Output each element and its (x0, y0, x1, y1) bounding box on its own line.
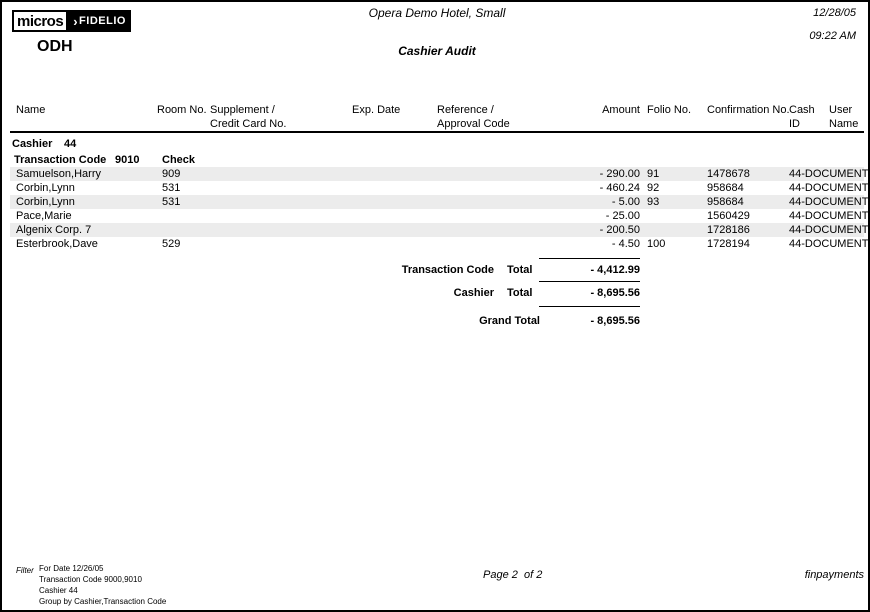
run-date: 12/28/05 (813, 7, 856, 19)
guest-name: Samuelson,Harry (16, 168, 101, 180)
col-header-supplement-line2: Credit Card No. (210, 118, 287, 130)
room-no: 531 (162, 182, 181, 194)
folio-no: 100 (647, 238, 666, 250)
totals-rule-top (539, 258, 640, 259)
cashier-group-number: 44 (64, 138, 77, 150)
filter-line-for-date: For Date 12/26/05 (39, 564, 104, 573)
cashid-username: 44-DOCUMENT (789, 182, 869, 194)
folio-no: 93 (647, 196, 660, 208)
table-row (10, 167, 869, 181)
run-time: 09:22 AM (809, 30, 856, 42)
header-divider (10, 131, 864, 133)
table-row (10, 209, 869, 223)
grand-total-label: Grand Total (479, 315, 540, 327)
col-header-user-name-line1: User (829, 104, 853, 116)
col-header-reference-line1: Reference / (437, 104, 494, 116)
col-header-supplement-line1: Supplement / (210, 104, 275, 116)
amount: - 4.50 (611, 238, 640, 250)
micros-logo-text: micros (12, 10, 68, 32)
col-header-cash-id-line2: ID (789, 118, 800, 130)
transactions-table (10, 167, 869, 251)
filter-label: Filter (16, 566, 34, 575)
filter-details (39, 563, 166, 607)
cashid-username: 44-DOCUMENT (789, 238, 869, 250)
cashier-total-amount: - 8,695.56 (590, 287, 640, 299)
table-row (10, 223, 869, 237)
folio-no: 91 (647, 168, 660, 180)
room-no: 909 (162, 168, 181, 180)
transaction-total-amount: - 4,412.99 (590, 264, 640, 276)
transaction-total-word: Total (507, 264, 533, 276)
filter-line-cashier: Cashier 44 (39, 586, 78, 595)
room-no: 529 (162, 238, 181, 250)
property-code: ODH (37, 38, 73, 55)
guest-name: Esterbrook,Dave (16, 238, 98, 250)
fidelio-logo-text: FIDELIO (79, 15, 126, 27)
transaction-code-value: 9010 (115, 154, 140, 166)
amount: - 290.00 (599, 168, 640, 180)
guest-name: Algenix Corp. 7 (16, 224, 92, 236)
col-header-name: Name (16, 104, 46, 116)
table-row (10, 237, 869, 251)
guest-name: Pace,Marie (16, 210, 72, 222)
report-title: Cashier Audit (398, 44, 476, 58)
confirmation-no: 1728194 (707, 238, 750, 250)
logo-arrow-icon: › (73, 13, 79, 29)
payment-type-label: Check (162, 154, 196, 166)
confirmation-no: 1478678 (707, 168, 750, 180)
cashier-group-label: Cashier (12, 138, 53, 150)
confirmation-no: 1560429 (707, 210, 750, 222)
filter-line-transaction-code: Transaction Code 9000,9010 (39, 575, 142, 584)
col-header-cash-id (789, 103, 815, 131)
col-header-reference-line2: Approval Code (437, 118, 510, 130)
col-header-cash-id-line1: Cash (789, 104, 815, 116)
col-header-user-name (829, 103, 858, 131)
col-header-reference (437, 103, 510, 131)
guest-name: Corbin,Lynn (16, 182, 75, 194)
report-file-name: finpayments (804, 569, 864, 581)
cashid-username: 44-DOCUMENT (789, 210, 869, 222)
transaction-total-row-label: Transaction Code (401, 264, 494, 276)
confirmation-no: 958684 (707, 182, 744, 194)
totals-rule-middle (539, 281, 640, 282)
table-row (10, 181, 869, 195)
col-header-exp-date: Exp. Date (352, 104, 401, 116)
amount: - 5.00 (611, 196, 640, 208)
cashier-total-word: Total (507, 287, 533, 299)
col-header-user-name-line2: Name (829, 118, 859, 130)
amount: - 200.50 (599, 224, 640, 236)
cashid-username: 44-DOCUMENT (789, 168, 869, 180)
col-header-folio-no: Folio No. (647, 104, 692, 116)
guest-name: Corbin,Lynn (16, 196, 75, 208)
cashid-username: 44-DOCUMENT (789, 224, 869, 236)
cashier-total-row-label: Cashier (453, 287, 494, 299)
filter-line-group-by: Group by Cashier,Transaction Code (39, 597, 167, 606)
hotel-name: Opera Demo Hotel, Small (368, 6, 506, 20)
amount: - 460.24 (599, 182, 640, 194)
confirmation-no: 1728186 (707, 224, 750, 236)
col-header-amount: Amount (602, 104, 640, 116)
transaction-code-group-label: Transaction Code (14, 154, 107, 166)
page-number: Page 2 of 2 (483, 569, 543, 581)
col-header-room-no: Room No. (157, 104, 207, 116)
room-no: 531 (162, 196, 181, 208)
totals-rule-bottom (539, 306, 640, 307)
amount: - 25.00 (605, 210, 640, 222)
cashid-username: 44-DOCUMENT (789, 196, 869, 208)
grand-total-amount: - 8,695.56 (590, 315, 640, 327)
table-row (10, 195, 869, 209)
col-header-confirmation-no: Confirmation No. (707, 104, 790, 116)
folio-no: 92 (647, 182, 660, 194)
confirmation-no: 958684 (707, 196, 744, 208)
col-header-supplement (210, 103, 286, 131)
